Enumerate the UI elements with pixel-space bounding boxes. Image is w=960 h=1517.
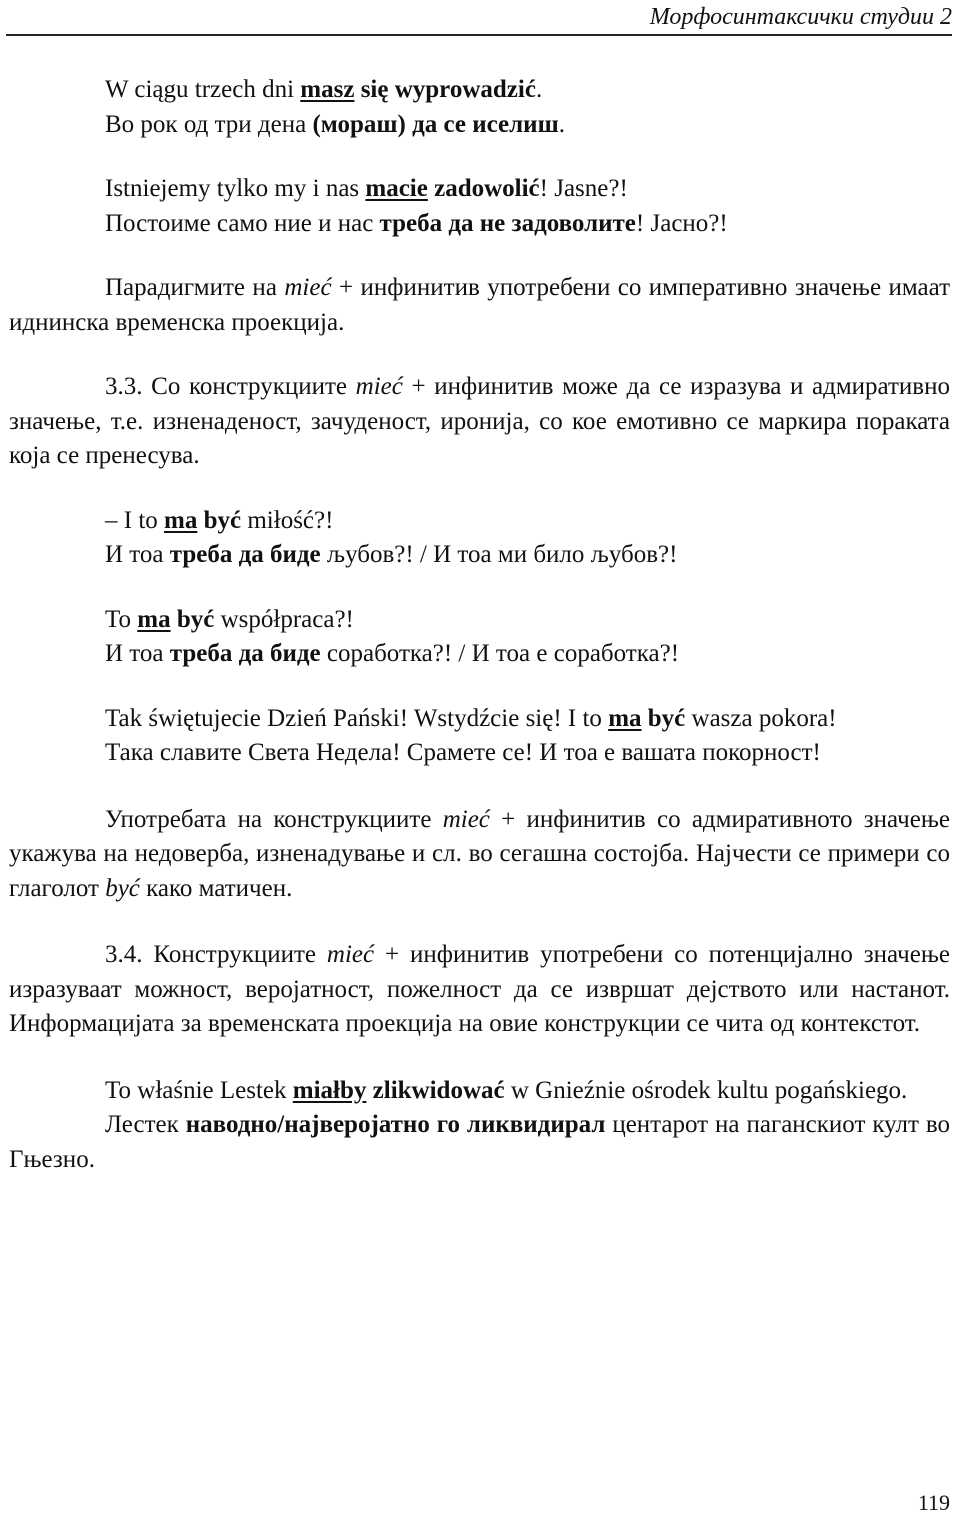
text: И тоа	[105, 541, 170, 568]
text: центарот на паганскиот култ во Гњезно.	[9, 1111, 950, 1173]
term: mieć	[284, 274, 332, 301]
text: Tak świętujecie Dzień Pański! Wstydźcie się! I to	[105, 704, 609, 732]
highlight: (мораш) да се иселиш	[312, 110, 559, 138]
term: mieć	[355, 373, 403, 400]
text: wasza pokora!	[685, 704, 837, 732]
text: w Gnieźnie ośrodek kultu pogańskiego.	[504, 1076, 908, 1104]
term: być	[105, 874, 140, 902]
example-3-macedonian	[9, 538, 950, 573]
text: Лестек	[105, 1111, 186, 1138]
text: Така славите Света Недела! Срамете се! И тоа е вашата покорност!	[105, 739, 821, 766]
paragraph-imperative	[9, 271, 950, 340]
text: To	[105, 605, 138, 633]
term: mieć	[442, 805, 490, 833]
running-header	[0, 0, 960, 34]
example-5-polish	[9, 702, 950, 737]
example-1-macedonian	[9, 108, 950, 143]
text: 3.3. Со конструкциите	[105, 373, 356, 400]
page-number: 119	[917, 1490, 950, 1515]
highlight: наводно/највероjатно го ликвидирал	[185, 1111, 606, 1138]
text: ! Јасно?!	[635, 209, 728, 237]
paragraph-admirative-usage	[9, 803, 950, 907]
text: współpraca?!	[214, 605, 354, 633]
text: + инфинитив употребени со потенцијално значење изразуваат можност, веројатност, пожелност да се извршат дејството или настанот. Информацијата за временската проекција на овие конструкции се чита од контекстот.	[9, 941, 950, 1037]
highlight: треба да не задоволите	[379, 209, 636, 237]
text: – I to	[105, 506, 165, 534]
example-2-macedonian	[9, 207, 950, 242]
text: Постоиме само ние и нас	[105, 209, 380, 237]
example-2-polish	[9, 172, 950, 207]
text: ! Jasne?!	[539, 175, 628, 202]
example-5-macedonian	[9, 736, 950, 771]
paragraph-admirative	[9, 370, 950, 474]
text: Парадигмите на	[105, 274, 285, 301]
text: како матичен.	[139, 874, 293, 902]
page-body	[9, 73, 950, 1177]
highlight: треба да биде	[169, 541, 321, 568]
text: + инфинитив употребени со императивно значење имаат иднинска временска проекција.	[9, 274, 950, 336]
highlight: być	[641, 704, 686, 732]
text: .	[535, 76, 543, 103]
text: W ciągu trzech dni	[105, 76, 301, 103]
text: Istniejemy tylko my i nas	[105, 175, 366, 202]
text: + инфинитив може да се изразува и адмиративно значење, т.е. изненаденост, зачуденост, иронија, со кое емотивно се маркира пораката која се пренесува.	[9, 373, 950, 469]
example-6-macedonian	[9, 1108, 950, 1177]
highlight: треба да биде	[169, 640, 321, 667]
example-4-polish	[9, 603, 950, 638]
text: Во рок од три дена	[105, 110, 313, 138]
text: И тоа	[105, 640, 170, 667]
highlight: się wyprowadzić	[354, 76, 536, 103]
text: Употребата на конструкциите	[105, 805, 443, 833]
text: To właśnie Lestek	[105, 1076, 293, 1104]
text: љубов?! / И тоа ми било љубов?!	[320, 541, 678, 568]
text: .	[558, 110, 565, 138]
highlight: ma	[137, 605, 171, 633]
highlight: ma	[608, 704, 642, 732]
text: соработка?! / И тоа е соработка?!	[320, 640, 680, 667]
highlight: ma	[164, 506, 198, 534]
header-rule	[6, 34, 952, 36]
example-6-polish	[9, 1074, 950, 1109]
term: mieć	[326, 941, 375, 968]
text: miłość?!	[241, 506, 334, 534]
highlight: być	[197, 506, 242, 534]
text: + инфинитив со адмиративното значење укажува на недоверба, изненадување и сл. во сегашна состојба. Најчести се примери со глаголот	[9, 805, 950, 902]
paragraph-potential	[9, 938, 950, 1042]
highlight: macie	[365, 175, 428, 202]
highlight: zlikwidować	[366, 1076, 505, 1104]
example-1-polish	[9, 73, 950, 108]
example-3-polish	[9, 504, 950, 539]
highlight: masz	[300, 76, 355, 103]
highlight: zadowolić	[427, 175, 540, 202]
highlight: być	[170, 605, 215, 633]
example-4-macedonian	[9, 637, 950, 672]
running-header-title: Морфосинтаксички студии 2	[649, 4, 952, 30]
text: 3.4. Конструкциите	[105, 941, 327, 968]
highlight: miałby	[292, 1076, 367, 1104]
